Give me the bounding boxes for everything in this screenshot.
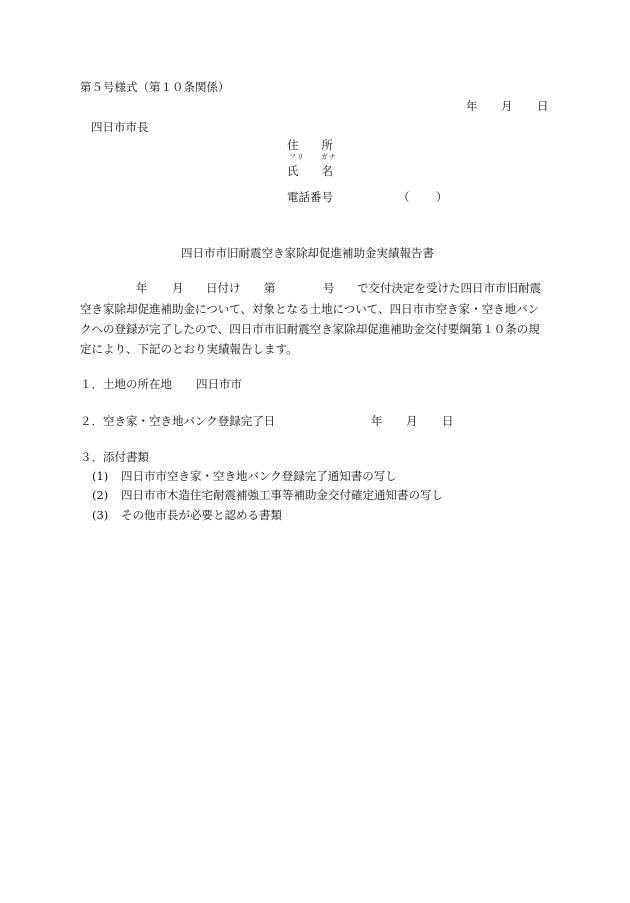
attachment-3-text: その他市長が必要と認める書類	[121, 508, 282, 522]
addressee: 四日市市長	[91, 120, 149, 134]
item2-year: 年	[371, 414, 383, 428]
item2-month: 月	[406, 414, 418, 428]
item1-label: １．土地の所在地	[80, 377, 172, 391]
address-label: 住 所	[287, 138, 333, 152]
form-number: 第５号様式（第１０条関係）	[80, 80, 230, 94]
intro-number-suffix: 号	[323, 281, 335, 295]
item2-label: ２．空き家・空き地バンク登録完了日	[80, 414, 276, 428]
intro-month: 月	[172, 281, 184, 295]
phone-label: 電話番号	[287, 190, 333, 204]
document-title: 四日市市旧耐震空き家除却促進補助金実績報告書	[181, 246, 434, 260]
phone-close-paren: ）	[436, 190, 448, 204]
intro-number-prefix: 第	[264, 281, 276, 295]
intro-year: 年	[136, 281, 148, 295]
intro-line-2: 空き家除却促進補助金について、対象となる土地について、四日市市空き家・空き地バン	[80, 302, 540, 316]
phone-open-paren: （	[398, 190, 410, 204]
attachment-2-text: 四日市市木造住宅耐震補強工事等補助金交付確定通知書の写し	[121, 488, 443, 502]
date-day-label: 日	[537, 99, 549, 113]
furigana-label: フリ ガナ	[289, 153, 337, 161]
item2-day: 日	[442, 414, 454, 428]
date-year-label: 年	[466, 99, 478, 113]
intro-line1-tail: で交付決定を受けた四日市市旧耐震	[357, 281, 541, 295]
name-label: 氏 名	[287, 164, 333, 178]
item3-label: ３．添付書類	[80, 450, 149, 464]
attachment-3-number: (3)	[92, 508, 109, 522]
date-month-label: 月	[501, 99, 513, 113]
intro-line-3: クへの登録が完了したので、四日市市旧耐震空き家除却促進補助金交付要綱第１０条の規	[80, 322, 540, 336]
intro-day-ref: 日付け	[206, 281, 241, 295]
attachment-1-text: 四日市市空き家・空き地バンク登録完了通知書の写し	[121, 469, 397, 483]
attachment-2-number: (2)	[92, 488, 109, 502]
intro-line-4: 定により、下記のとおり実績報告します。	[80, 342, 298, 356]
attachment-1-number: (1)	[92, 469, 109, 483]
item1-value: 四日市市	[196, 377, 242, 391]
